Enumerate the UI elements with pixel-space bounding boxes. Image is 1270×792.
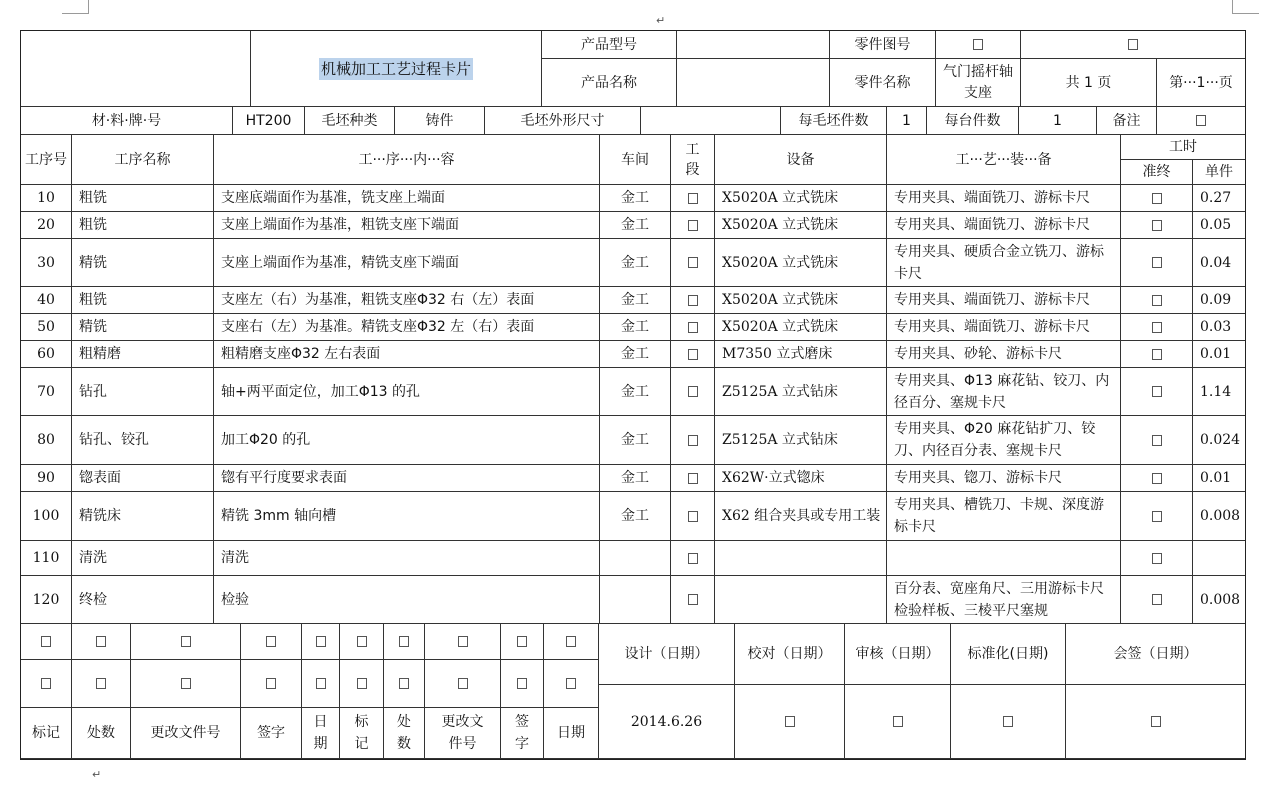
change-label-row [21, 708, 599, 759]
cell-section[interactable] [671, 416, 715, 465]
cell-workshop[interactable]: 金工 [600, 368, 671, 416]
cell-workshop[interactable]: 金工 [600, 287, 671, 314]
cell-prep-time[interactable] [1121, 185, 1193, 212]
change-cell[interactable] [72, 660, 131, 708]
col-step-no: 工序号 [21, 135, 72, 185]
cell-equipment[interactable]: X5020A 立式铣床 [715, 239, 887, 287]
cell-step-name[interactable]: 锪表面 [72, 465, 214, 492]
material-row [21, 107, 1245, 135]
countersign-date[interactable] [1066, 685, 1245, 759]
cell-section[interactable] [671, 239, 715, 287]
product-name-value[interactable] [677, 59, 830, 107]
col-equipment: 设备 [715, 135, 887, 185]
cell-tooling[interactable]: 专用夹具、Φ13 麻花钻、铰刀、内径百分、塞规卡尺 [887, 368, 1121, 416]
change-cell[interactable] [384, 624, 425, 660]
change-cell[interactable] [21, 624, 72, 660]
cell-tooling[interactable]: 专用夹具、端面铣刀、游标卡尺 [887, 287, 1121, 314]
label-sign: 签字 [241, 708, 302, 759]
cell-unit-time[interactable]: 0.09 [1193, 287, 1245, 314]
review-date[interactable] [845, 685, 951, 759]
label-count: 处数 [72, 708, 131, 759]
cell-step-name[interactable]: 粗铣 [72, 287, 214, 314]
cell-unit-time[interactable]: 0.008 [1193, 576, 1245, 624]
cell-step-no[interactable]: 20 [21, 212, 72, 239]
change-cell[interactable] [131, 624, 241, 660]
header-block [21, 31, 1245, 107]
table-row [21, 212, 1245, 239]
process-rows [21, 185, 1245, 624]
col-prep-time: 准终 [1121, 160, 1193, 185]
cell-prep-time[interactable] [1121, 368, 1193, 416]
cell-prep-time[interactable] [1121, 576, 1193, 624]
material-label: 材·料·牌·号 [21, 107, 233, 135]
cell-equipment[interactable]: X5020A 立式铣床 [715, 314, 887, 341]
cell-step-no[interactable]: 60 [21, 341, 72, 368]
cell-workshop[interactable] [600, 576, 671, 624]
cell-step-no[interactable]: 40 [21, 287, 72, 314]
change-cell[interactable] [302, 660, 340, 708]
crop-mark [62, 13, 89, 14]
cell-equipment[interactable]: Z5125A 立式钻床 [715, 368, 887, 416]
blank-type-value[interactable]: 铸件 [395, 107, 485, 135]
cell-step-no[interactable]: 110 [21, 541, 72, 576]
crop-mark [88, 0, 89, 14]
product-name-label: 产品名称 [542, 59, 677, 107]
cell-unit-time[interactable]: 0.024 [1193, 416, 1245, 465]
cell-tooling[interactable]: 专用夹具、端面铣刀、游标卡尺 [887, 314, 1121, 341]
cell-tooling[interactable]: 专用夹具、硬质合金立铣刀、游标卡尺 [887, 239, 1121, 287]
cell-unit-time[interactable]: 0.01 [1193, 465, 1245, 492]
cell-prep-time[interactable] [1121, 314, 1193, 341]
change-cell[interactable] [241, 624, 302, 660]
cell-step-name[interactable]: 精铣 [72, 314, 214, 341]
table-row [21, 541, 1245, 576]
cell-content[interactable]: 轴+两平面定位，加工Φ13 的孔 [214, 368, 600, 416]
cell-content[interactable]: 精铣 3mm 轴向槽 [214, 492, 600, 541]
cell-content[interactable]: 清洗 [214, 541, 600, 576]
col-unit-time: 单件 [1193, 160, 1245, 185]
part-drawing-checkbox[interactable] [936, 31, 1021, 59]
cell-step-no[interactable]: 100 [21, 492, 72, 541]
change-cell[interactable] [302, 624, 340, 660]
change-row [21, 624, 599, 660]
per-blank-value[interactable]: 1 [887, 107, 927, 135]
column-header-row [21, 135, 1245, 185]
countersign-label: 会签（日期） [1066, 624, 1245, 685]
cell-unit-time[interactable]: 1.14 [1193, 368, 1245, 416]
change-cell[interactable] [501, 660, 544, 708]
cell-section[interactable] [671, 212, 715, 239]
cell-equipment[interactable]: Z5125A 立式钻床 [715, 416, 887, 465]
cell-equipment[interactable] [715, 576, 887, 624]
cell-workshop[interactable]: 金工 [600, 239, 671, 287]
change-record [21, 624, 599, 759]
label-count2: 处数 [384, 708, 425, 759]
remark-value[interactable] [1157, 107, 1245, 135]
cell-content[interactable]: 检验 [214, 576, 600, 624]
change-cell[interactable] [544, 624, 599, 660]
page-title: 机械加工工艺过程卡片 [320, 59, 471, 78]
table-row [21, 492, 1245, 541]
cell-workshop[interactable]: 金工 [600, 492, 671, 541]
cell-equipment[interactable]: X5020A 立式铣床 [715, 185, 887, 212]
label-sign2: 签字 [501, 708, 544, 759]
label-date: 日期 [544, 708, 599, 759]
per-blank-label: 每毛坯件数 [781, 107, 887, 135]
cell-tooling[interactable]: 专用夹具、槽铣刀、卡规、深度游标卡尺 [887, 492, 1121, 541]
change-cell[interactable] [425, 624, 501, 660]
per-unit-value[interactable]: 1 [1019, 107, 1097, 135]
approval-block [599, 624, 1245, 759]
crop-mark [1232, 0, 1233, 14]
col-section: 工段 [671, 135, 715, 185]
cell-step-name[interactable]: 精铣床 [72, 492, 214, 541]
cell-step-no[interactable]: 30 [21, 239, 72, 287]
cell-workshop[interactable]: 金工 [600, 212, 671, 239]
cell-step-name[interactable]: 粗精磨 [72, 341, 214, 368]
header-grid [542, 31, 1245, 107]
cell-unit-time[interactable]: 0.27 [1193, 185, 1245, 212]
change-cell[interactable] [131, 660, 241, 708]
total-pages: 共 1 页 [1021, 59, 1157, 107]
label-mark: 标记 [21, 708, 72, 759]
cell-workshop[interactable]: 金工 [600, 341, 671, 368]
cell-step-no[interactable]: 10 [21, 185, 72, 212]
part-drawing-value[interactable] [1021, 31, 1245, 59]
col-workshop: 车间 [600, 135, 671, 185]
logo-cell[interactable] [21, 31, 251, 107]
cell-tooling[interactable] [887, 541, 1121, 576]
cell-equipment[interactable] [715, 541, 887, 576]
crop-mark [1232, 13, 1259, 14]
cell-tooling[interactable]: 专用夹具、端面铣刀、游标卡尺 [887, 212, 1121, 239]
part-name-label: 零件名称 [830, 59, 936, 107]
cell-unit-time[interactable] [1193, 541, 1245, 576]
cell-prep-time[interactable] [1121, 416, 1193, 465]
cell-tooling[interactable]: 专用夹具、锪刀、游标卡尺 [887, 465, 1121, 492]
table-row [21, 341, 1245, 368]
standard-label: 标准化(日期) [951, 624, 1066, 685]
col-time: 工时 [1121, 135, 1245, 160]
cell-prep-time[interactable] [1121, 492, 1193, 541]
cell-step-name[interactable]: 钻孔 [72, 368, 214, 416]
standard-date[interactable] [951, 685, 1066, 759]
cell-unit-time[interactable]: 0.01 [1193, 341, 1245, 368]
cell-equipment[interactable]: M7350 立式磨床 [715, 341, 887, 368]
cell-workshop[interactable]: 金工 [600, 314, 671, 341]
part-name-value[interactable]: 气门摇杆轴支座 [936, 59, 1021, 107]
title-cell [251, 31, 542, 107]
change-cell[interactable] [425, 660, 501, 708]
cell-content[interactable]: 支座上端面作为基准，精铣支座下端面 [214, 239, 600, 287]
label-date-short: 日期 [302, 708, 340, 759]
cell-content[interactable]: 支座上端面作为基准，粗铣支座下端面 [214, 212, 600, 239]
check-label: 校对（日期） [735, 624, 845, 685]
design-label: 设计（日期） [599, 624, 735, 685]
cell-prep-time[interactable] [1121, 239, 1193, 287]
cell-tooling[interactable]: 专用夹具、砂轮、游标卡尺 [887, 341, 1121, 368]
change-cell[interactable] [241, 660, 302, 708]
cell-section[interactable] [671, 314, 715, 341]
cell-section[interactable] [671, 287, 715, 314]
table-row [21, 465, 1245, 492]
change-row [21, 660, 599, 708]
cell-equipment[interactable]: X62W·立式锪床 [715, 465, 887, 492]
cell-section[interactable] [671, 185, 715, 212]
cell-step-name[interactable]: 终检 [72, 576, 214, 624]
part-drawing-label: 零件图号 [830, 31, 936, 59]
cell-unit-time[interactable]: 0.05 [1193, 212, 1245, 239]
cell-section[interactable] [671, 576, 715, 624]
label-change-doc2: 更改文件号 [425, 708, 501, 759]
cell-content[interactable]: 粗精磨支座Φ32 左右表面 [214, 341, 600, 368]
blank-size-label: 毛坯外形尺寸 [485, 107, 641, 135]
change-cell[interactable] [384, 660, 425, 708]
cell-step-no[interactable]: 80 [21, 416, 72, 465]
cell-step-no[interactable]: 70 [21, 368, 72, 416]
cell-content[interactable]: 锪有平行度要求表面 [214, 465, 600, 492]
cell-prep-time[interactable] [1121, 287, 1193, 314]
cell-section[interactable] [671, 492, 715, 541]
cell-step-name[interactable]: 精铣 [72, 239, 214, 287]
cell-workshop[interactable] [600, 541, 671, 576]
cell-section[interactable] [671, 368, 715, 416]
cell-equipment[interactable]: X5020A 立式铣床 [715, 287, 887, 314]
review-label: 审核（日期） [845, 624, 951, 685]
table-row [21, 416, 1245, 465]
label-mark2: 标记 [340, 708, 384, 759]
cell-unit-time[interactable]: 0.008 [1193, 492, 1245, 541]
change-cell[interactable] [21, 660, 72, 708]
change-cell[interactable] [340, 660, 384, 708]
design-date[interactable]: 2014.6.26 [599, 685, 735, 759]
product-model-value[interactable] [677, 31, 830, 59]
cell-content[interactable]: 加工Φ20 的孔 [214, 416, 600, 465]
cell-equipment[interactable]: X62 组合夹具或专用工装 [715, 492, 887, 541]
change-cell[interactable] [340, 624, 384, 660]
cell-step-name[interactable]: 粗铣 [72, 185, 214, 212]
table-row [21, 239, 1245, 287]
cell-step-name[interactable]: 清洗 [72, 541, 214, 576]
cell-workshop[interactable]: 金工 [600, 416, 671, 465]
cell-workshop[interactable]: 金工 [600, 465, 671, 492]
cell-content[interactable]: 支座右（左）为基准。精铣支座Φ32 左（右）表面 [214, 314, 600, 341]
table-row [21, 368, 1245, 416]
table-row [21, 314, 1245, 341]
cell-workshop[interactable]: 金工 [600, 185, 671, 212]
page-number: 第···1···页 [1157, 59, 1245, 107]
cell-tooling[interactable]: 百分表、宽座角尺、三用游标卡尺检验样板、三棱平尺塞规 [887, 576, 1121, 624]
cell-tooling[interactable]: 专用夹具、Φ20 麻花钻扩刀、铰刀、内径百分表、塞规卡尺 [887, 416, 1121, 465]
cell-prep-time[interactable] [1121, 212, 1193, 239]
process-card [20, 30, 1246, 760]
blank-type-label: 毛坯种类 [305, 107, 395, 135]
col-time-group [1121, 135, 1245, 185]
table-row [21, 287, 1245, 314]
cell-unit-time[interactable]: 0.04 [1193, 239, 1245, 287]
change-cell[interactable] [72, 624, 131, 660]
table-row [21, 576, 1245, 624]
cell-content[interactable]: 支座底端面作为基准，铣支座上端面 [214, 185, 600, 212]
cell-section[interactable] [671, 465, 715, 492]
paragraph-mark: ↵ [656, 14, 666, 27]
cell-step-name[interactable]: 钻孔、铰孔 [72, 416, 214, 465]
remark-label: 备注 [1097, 107, 1157, 135]
col-step-name: 工序名称 [72, 135, 214, 185]
col-tooling: 工···艺···装···备 [887, 135, 1121, 185]
cell-tooling[interactable]: 专用夹具、端面铣刀、游标卡尺 [887, 185, 1121, 212]
cell-equipment[interactable]: X5020A 立式铣床 [715, 212, 887, 239]
table-row [21, 185, 1245, 212]
cell-prep-time[interactable] [1121, 341, 1193, 368]
cell-section[interactable] [671, 541, 715, 576]
cell-prep-time[interactable] [1121, 465, 1193, 492]
per-unit-label: 每台件数 [927, 107, 1019, 135]
label-change-doc: 更改文件号 [131, 708, 241, 759]
cell-step-no[interactable]: 50 [21, 314, 72, 341]
cell-content[interactable]: 支座左（右）为基准，粗铣支座Φ32 右（左）表面 [214, 287, 600, 314]
blank-size-value[interactable] [641, 107, 781, 135]
cell-unit-time[interactable]: 0.03 [1193, 314, 1245, 341]
change-cell[interactable] [544, 660, 599, 708]
cell-prep-time[interactable] [1121, 541, 1193, 576]
product-model-label: 产品型号 [542, 31, 677, 59]
change-cell[interactable] [501, 624, 544, 660]
cell-step-no[interactable]: 90 [21, 465, 72, 492]
paragraph-mark: ↵ [92, 768, 102, 781]
material-value[interactable]: HT200 [233, 107, 305, 135]
cell-section[interactable] [671, 341, 715, 368]
cell-step-name[interactable]: 粗铣 [72, 212, 214, 239]
col-content: 工···序···内···容 [214, 135, 600, 185]
footer-block [21, 624, 1245, 759]
cell-step-no[interactable]: 120 [21, 576, 72, 624]
check-date[interactable] [735, 685, 845, 759]
